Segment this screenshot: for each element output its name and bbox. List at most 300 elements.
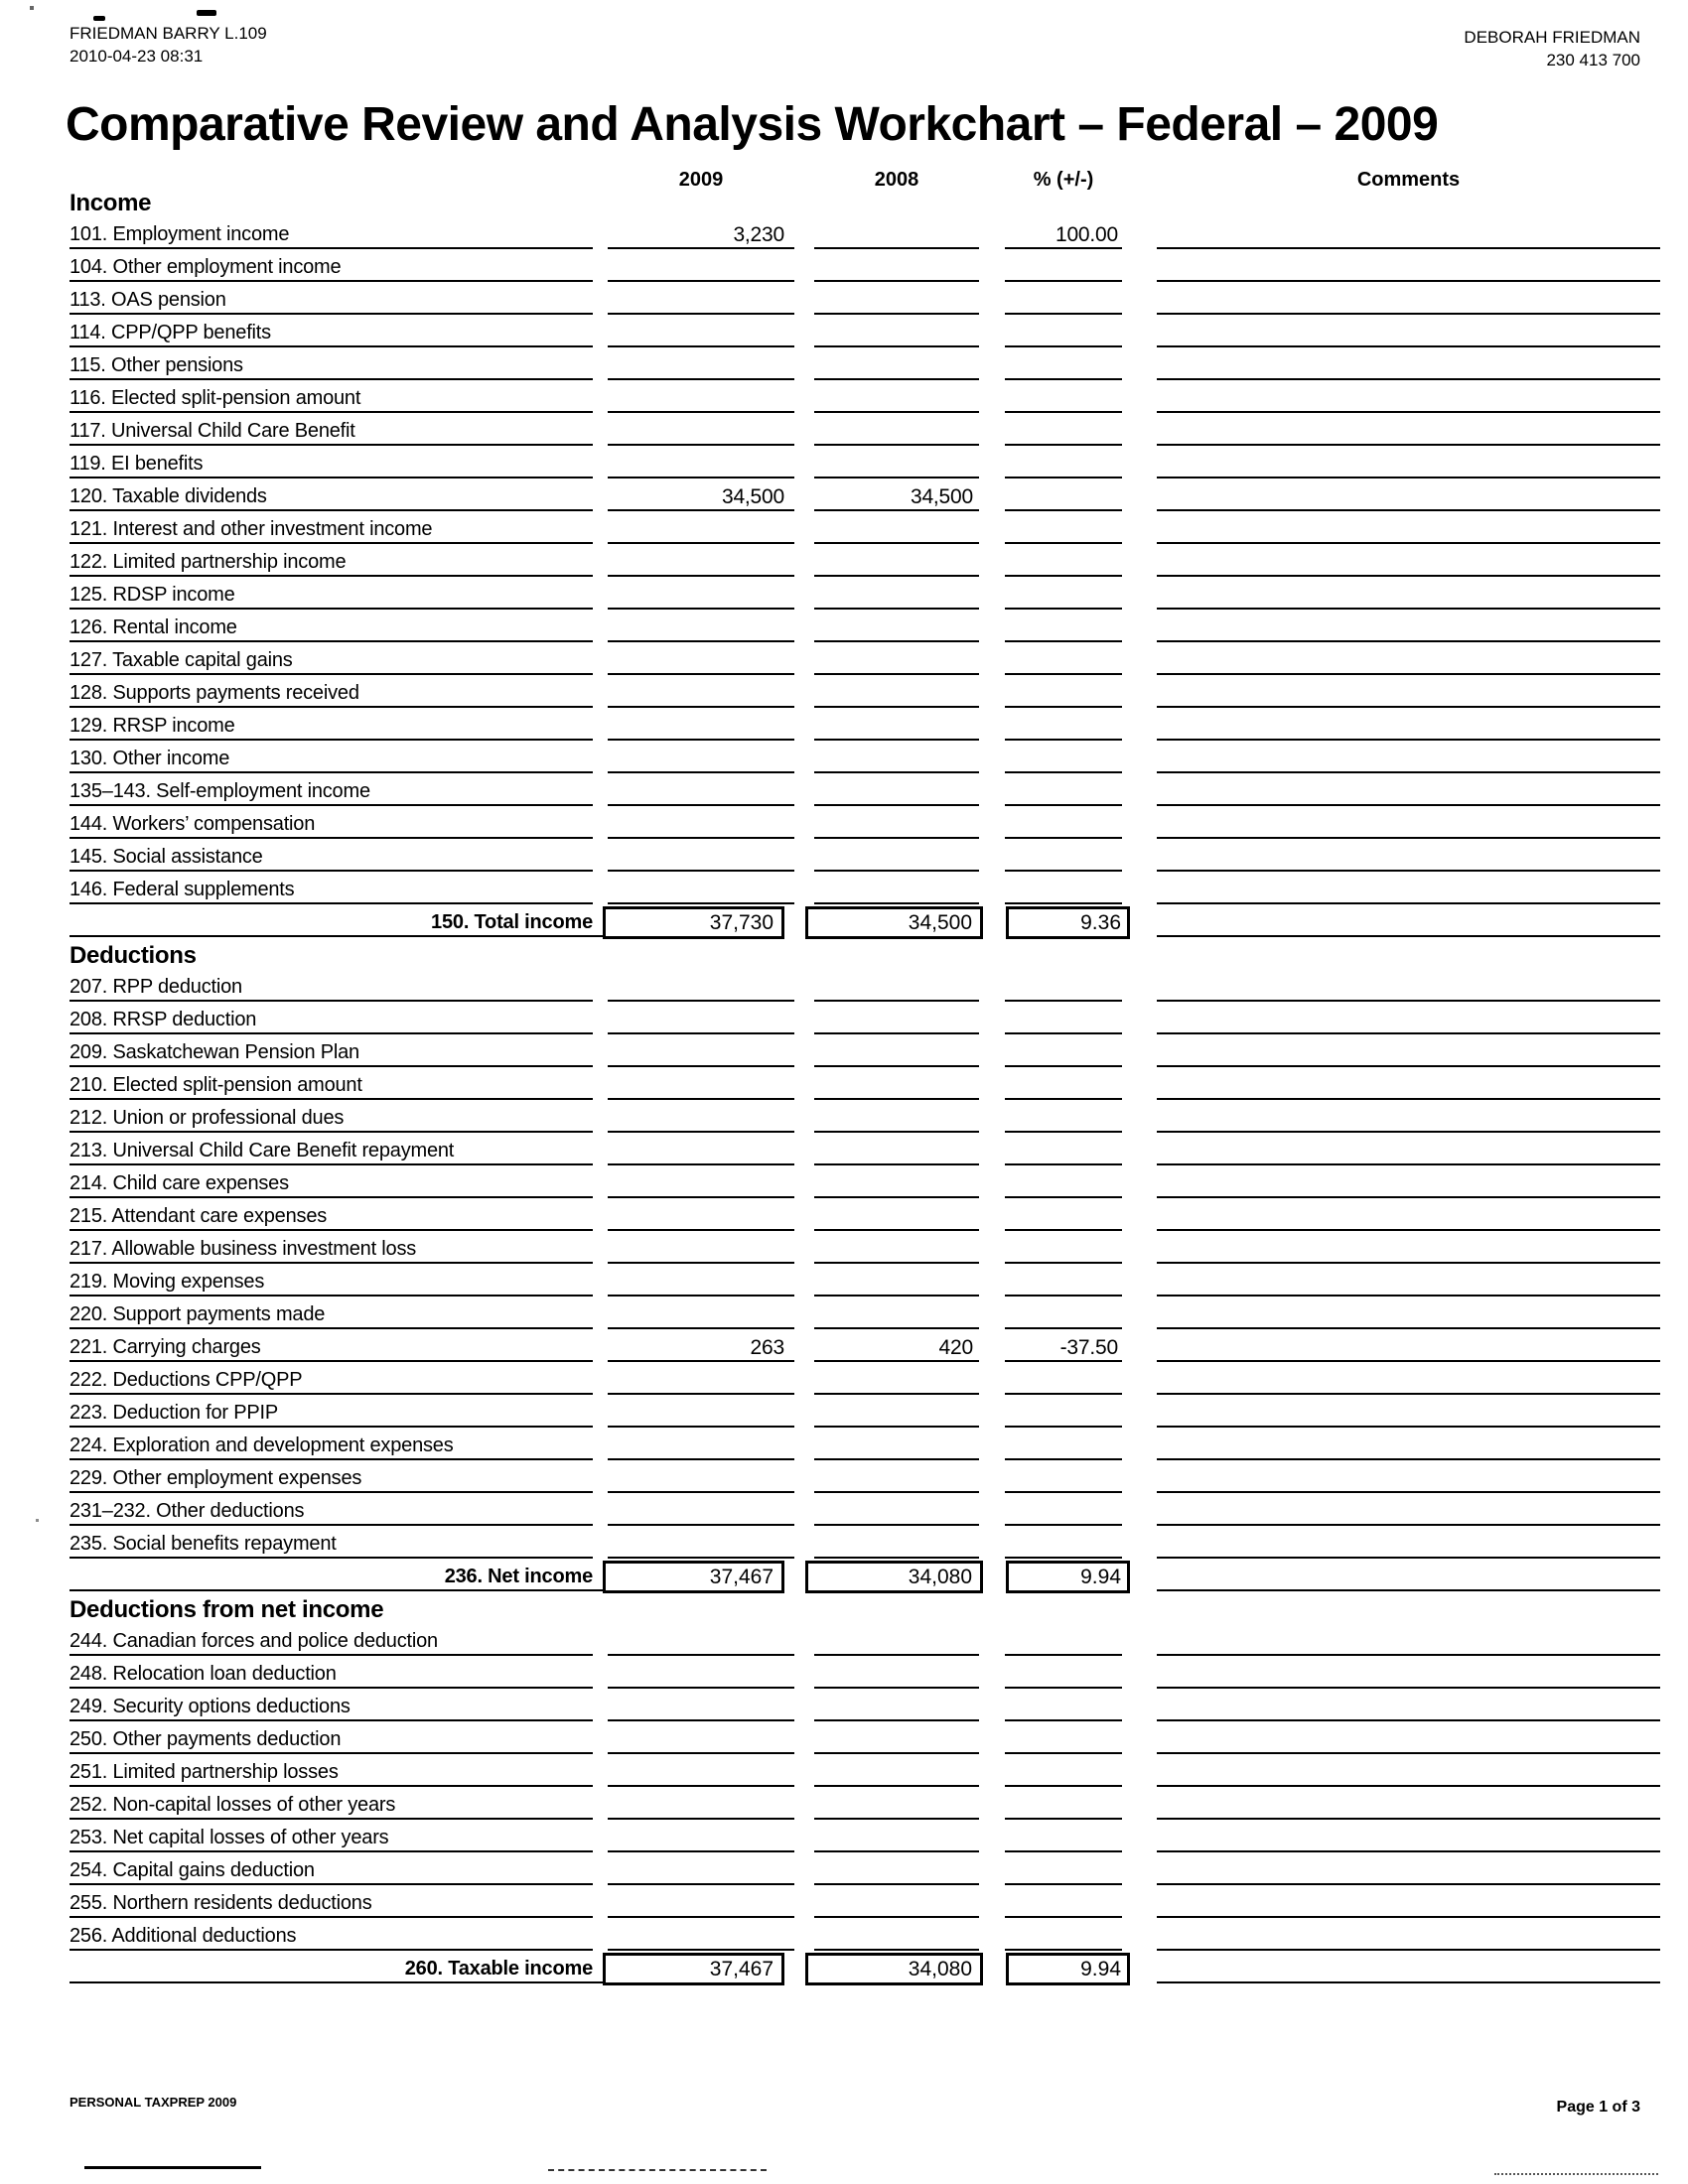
row-value-percent [1005,647,1122,675]
row-comment-line [1157,451,1660,478]
table-row [0,677,1688,710]
table-row [0,1495,1688,1528]
row-value-2008 [814,320,979,347]
page-title: Comparative Review and Analysis Workchart – Federal – 2009 [66,98,1439,151]
row-value-2009 [608,1301,794,1329]
row-label: 220. Support payments made [70,1301,593,1329]
table-row [0,1069,1688,1102]
table-row [0,513,1688,546]
row-value-2009 [608,1726,794,1754]
row-value-2009 [608,974,794,1002]
scan-artifact [36,1519,39,1522]
row-value-2008 [814,1628,979,1656]
row-comment-line [1157,974,1660,1002]
row-comment-line [1157,1007,1660,1034]
total-value-percent: 9.94 [1006,1561,1130,1593]
row-value-2008: 420 [814,1334,979,1362]
row-value-2008 [814,1433,979,1460]
row-comment-line [1157,287,1660,315]
row-value-2009 [608,647,794,675]
row-label: 244. Canadian forces and police deduction [70,1628,593,1656]
row-value-percent [1005,1301,1122,1329]
row-comment-line [1157,1465,1660,1493]
row-comment-line [1157,647,1660,675]
row-value-2008 [814,221,979,249]
total-value-percent: 9.94 [1006,1953,1130,1985]
row-label: 130. Other income [70,746,593,773]
row-value-2009 [608,1072,794,1100]
row-value-2009 [608,1890,794,1918]
row-value-2009 [608,746,794,773]
row-value-percent [1005,974,1122,1002]
row-value-2008 [814,647,979,675]
row-value-percent [1005,1890,1122,1918]
table-row [0,1756,1688,1789]
table-row [0,1658,1688,1691]
row-value-2009 [608,1825,794,1852]
row-value-2008 [814,1694,979,1721]
row-value-2009 [608,549,794,577]
table-row [0,1691,1688,1723]
table-row [0,546,1688,579]
row-comment-line [1157,680,1660,708]
row-label: 126. Rental income [70,614,593,642]
table-row [0,218,1688,251]
row-value-percent [1005,549,1122,577]
table-row [0,1723,1688,1756]
row-value-2008 [814,1236,979,1264]
row-value-2008 [814,254,979,282]
row-label: 214. Child care expenses [70,1170,593,1198]
row-value-percent [1005,1236,1122,1264]
row-value-2009 [608,254,794,282]
total-comment-line [1157,909,1660,937]
row-value-2008 [814,746,979,773]
row-value-2009 [608,1923,794,1951]
row-value-2009 [608,1138,794,1165]
row-label: 251. Limited partnership losses [70,1759,593,1787]
total-value-2008: 34,500 [805,906,983,939]
row-label: 114. CPP/QPP benefits [70,320,593,347]
row-value-percent [1005,418,1122,446]
row-label: 219. Moving expenses [70,1269,593,1297]
row-comment-line [1157,1857,1660,1885]
row-value-2009 [608,877,794,904]
total-value-2009: 37,730 [603,906,784,939]
row-value-2009 [608,418,794,446]
row-value-2009 [608,778,794,806]
row-value-2008 [814,1531,979,1559]
column-header-2008: 2008 [874,169,919,191]
total-value-percent: 9.36 [1006,906,1130,939]
row-comment-line [1157,1138,1660,1165]
row-value-2008 [814,1138,979,1165]
row-value-2008 [814,1825,979,1852]
row-value-percent [1005,1726,1122,1754]
row-value-2008 [814,1661,979,1689]
row-value-2008 [814,974,979,1002]
row-value-2009 [608,1236,794,1264]
row-label: 213. Universal Child Care Benefit repayment [70,1138,593,1165]
row-value-percent [1005,1661,1122,1689]
row-comment-line [1157,1236,1660,1264]
row-value-2008 [814,1890,979,1918]
row-label: 229. Other employment expenses [70,1465,593,1493]
row-value-percent [1005,1465,1122,1493]
row-comment-line [1157,1301,1660,1329]
row-comment-line [1157,483,1660,511]
row-comment-line [1157,1072,1660,1100]
row-comment-line [1157,1792,1660,1820]
row-label: 104. Other employment income [70,254,593,282]
row-value-percent [1005,1072,1122,1100]
table-row [0,743,1688,775]
table-row [0,775,1688,808]
table-row [0,1135,1688,1167]
table-row [0,284,1688,317]
row-value-2008 [814,1105,979,1133]
row-comment-line [1157,1433,1660,1460]
table-row [0,1004,1688,1036]
row-comment-line [1157,549,1660,577]
row-value-2009 [608,844,794,872]
table-row [0,644,1688,677]
row-value-percent [1005,1203,1122,1231]
row-value-2008 [814,1498,979,1526]
table-row [0,1233,1688,1266]
row-comment-line [1157,221,1660,249]
table-row [0,382,1688,415]
row-comment-line [1157,1531,1660,1559]
row-value-percent [1005,811,1122,839]
row-comment-line [1157,844,1660,872]
row-comment-line [1157,1726,1660,1754]
table-row [0,251,1688,284]
row-value-2008: 34,500 [814,483,979,511]
row-value-2009 [608,1007,794,1034]
table-row [0,971,1688,1004]
row-label: 135–143. Self-employment income [70,778,593,806]
row-label: 127. Taxable capital gains [70,647,593,675]
total-value-2008: 34,080 [805,1561,983,1593]
row-label: 249. Security options deductions [70,1694,593,1721]
row-value-2008 [814,713,979,741]
total-row [0,906,1688,939]
row-comment-line [1157,1890,1660,1918]
row-value-percent [1005,1138,1122,1165]
row-label: 129. RRSP income [70,713,593,741]
row-value-percent [1005,680,1122,708]
row-value-2008 [814,516,979,544]
column-header-percent: % (+/-) [1033,169,1094,191]
row-value-2009: 263 [608,1334,794,1362]
row-value-percent [1005,320,1122,347]
row-comment-line [1157,614,1660,642]
row-label: 255. Northern residents deductions [70,1890,593,1918]
row-value-2009 [608,1531,794,1559]
scan-artifact [93,16,105,21]
scan-artifact [30,6,34,10]
row-comment-line [1157,746,1660,773]
scan-artifact [548,2169,767,2171]
row-value-percent: -37.50 [1005,1334,1122,1362]
row-value-2009 [608,1400,794,1428]
row-value-percent [1005,451,1122,478]
row-value-2009 [608,680,794,708]
row-value-2008 [814,582,979,610]
row-value-2008 [814,1170,979,1198]
row-value-2008 [814,385,979,413]
row-value-percent [1005,614,1122,642]
table-row [0,1920,1688,1953]
row-label: 212. Union or professional dues [70,1105,593,1133]
row-value-2009 [608,1039,794,1067]
row-label: 256. Additional deductions [70,1923,593,1951]
total-value-2009: 37,467 [603,1561,784,1593]
row-value-percent: 100.00 [1005,221,1122,249]
table-row [0,1167,1688,1200]
row-label: 253. Net capital losses of other years [70,1825,593,1852]
row-value-percent [1005,1105,1122,1133]
row-label: 120. Taxable dividends [70,483,593,511]
section-header: Income [70,190,152,216]
taxpayer-sin: 230 413 700 [1546,51,1640,69]
row-label: 209. Saskatchewan Pension Plan [70,1039,593,1067]
row-value-percent [1005,352,1122,380]
row-label: 221. Carrying charges [70,1334,593,1362]
row-label: 101. Employment income [70,221,593,249]
row-value-2008 [814,1759,979,1787]
table-row [0,317,1688,349]
row-value-percent [1005,1170,1122,1198]
total-value-2009: 37,467 [603,1953,784,1985]
footer-page-number: Page 1 of 3 [1556,2099,1640,2116]
row-value-2008 [814,1792,979,1820]
row-comment-line [1157,1694,1660,1721]
table-row [0,1789,1688,1822]
row-label: 121. Interest and other investment income [70,516,593,544]
row-comment-line [1157,1628,1660,1656]
row-value-2009 [608,1203,794,1231]
row-label: 122. Limited partnership income [70,549,593,577]
row-value-2008 [814,1367,979,1395]
row-label: 128. Supports payments received [70,680,593,708]
row-comment-line [1157,320,1660,347]
row-value-2008 [814,1857,979,1885]
row-value-percent [1005,385,1122,413]
row-value-percent [1005,1923,1122,1951]
scan-artifact [197,10,216,16]
row-value-2008 [814,614,979,642]
total-row [0,1561,1688,1593]
row-value-percent [1005,1269,1122,1297]
printed-name: FRIEDMAN BARRY L.109 [70,24,267,43]
table-row [0,415,1688,448]
row-comment-line [1157,1039,1660,1067]
row-value-2008 [814,1400,979,1428]
row-label: 208. RRSP deduction [70,1007,593,1034]
table-row [0,1102,1688,1135]
section-header: Deductions from net income [70,1596,384,1623]
total-comment-line [1157,1956,1660,1983]
column-header-comments: Comments [1356,169,1461,191]
total-row-label: 260. Taxable income [70,1956,621,1983]
row-value-2009 [608,811,794,839]
row-value-2009 [608,1367,794,1395]
table-row [0,1397,1688,1430]
row-value-percent [1005,287,1122,315]
table-row [0,1528,1688,1561]
row-value-2008 [814,844,979,872]
row-value-percent [1005,1498,1122,1526]
row-label: 235. Social benefits repayment [70,1531,593,1559]
row-value-2008 [814,1923,979,1951]
header-taxpayer [1464,26,1640,71]
row-value-percent [1005,1039,1122,1067]
row-label: 215. Attendant care expenses [70,1203,593,1231]
row-value-percent [1005,483,1122,511]
row-value-2009 [608,1433,794,1460]
row-value-percent [1005,877,1122,904]
row-value-percent [1005,1694,1122,1721]
row-label: 115. Other pensions [70,352,593,380]
table-row [0,349,1688,382]
table-row [0,1430,1688,1462]
row-value-percent [1005,582,1122,610]
footer-software: PERSONAL TAXPREP 2009 [70,2095,237,2110]
row-value-2009 [608,1628,794,1656]
row-value-2009: 3,230 [608,221,794,249]
row-comment-line [1157,713,1660,741]
row-value-2009 [608,320,794,347]
row-label: 254. Capital gains deduction [70,1857,593,1885]
row-value-2008 [814,1465,979,1493]
table-row [0,1036,1688,1069]
row-comment-line [1157,1661,1660,1689]
row-value-2009 [608,287,794,315]
table-row [0,808,1688,841]
row-label: 117. Universal Child Care Benefit [70,418,593,446]
row-comment-line [1157,778,1660,806]
table-row [0,1200,1688,1233]
total-row [0,1953,1688,1985]
row-value-2009 [608,451,794,478]
row-value-2009 [608,516,794,544]
row-label: 113. OAS pension [70,287,593,315]
row-value-2009 [608,1857,794,1885]
row-label: 252. Non-capital losses of other years [70,1792,593,1820]
table-row [0,1854,1688,1887]
row-value-2008 [814,1203,979,1231]
row-label: 217. Allowable business investment loss [70,1236,593,1264]
scan-artifact [84,2166,261,2169]
row-label: 116. Elected split-pension amount [70,385,593,413]
table-row [0,1887,1688,1920]
row-comment-line [1157,1923,1660,1951]
row-comment-line [1157,1400,1660,1428]
row-value-2008 [814,1726,979,1754]
row-comment-line [1157,1825,1660,1852]
row-value-2008 [814,451,979,478]
row-value-2008 [814,1269,979,1297]
row-value-2009 [608,1792,794,1820]
row-value-2008 [814,549,979,577]
row-value-2009 [608,1759,794,1787]
row-value-2008 [814,418,979,446]
row-value-percent [1005,1433,1122,1460]
row-comment-line [1157,352,1660,380]
row-value-2008 [814,877,979,904]
row-value-percent [1005,254,1122,282]
header-printed-by [70,22,267,68]
row-value-percent [1005,1531,1122,1559]
row-value-2008 [814,1039,979,1067]
row-comment-line [1157,582,1660,610]
table-row [0,480,1688,513]
taxpayer-name: DEBORAH FRIEDMAN [1464,28,1640,47]
row-value-2008 [814,811,979,839]
row-comment-line [1157,1170,1660,1198]
row-value-percent [1005,1857,1122,1885]
table-row [0,1298,1688,1331]
row-comment-line [1157,811,1660,839]
row-label: 145. Social assistance [70,844,593,872]
row-value-2009 [608,352,794,380]
row-value-2009 [608,1170,794,1198]
row-value-2009: 34,500 [608,483,794,511]
row-label: 210. Elected split-pension amount [70,1072,593,1100]
row-value-percent [1005,778,1122,806]
row-label: 144. Workers’ compensation [70,811,593,839]
row-value-2008 [814,287,979,315]
row-value-2009 [608,1661,794,1689]
table-row [0,1266,1688,1298]
table-row [0,612,1688,644]
row-label: 250. Other payments deduction [70,1726,593,1754]
row-label: 119. EI benefits [70,451,593,478]
row-value-2009 [608,1105,794,1133]
column-header-2009: 2009 [678,169,724,191]
row-value-percent [1005,1792,1122,1820]
row-comment-line [1157,254,1660,282]
row-value-percent [1005,746,1122,773]
table-row [0,448,1688,480]
row-comment-line [1157,418,1660,446]
row-comment-line [1157,1203,1660,1231]
table-row [0,710,1688,743]
row-value-percent [1005,713,1122,741]
row-comment-line [1157,1367,1660,1395]
row-value-2008 [814,1007,979,1034]
row-value-2009 [608,1694,794,1721]
row-label: 125. RDSP income [70,582,593,610]
total-row-label: 236. Net income [70,1564,621,1591]
row-value-percent [1005,1628,1122,1656]
row-value-percent [1005,1367,1122,1395]
row-comment-line [1157,1759,1660,1787]
printed-datetime: 2010-04-23 08:31 [70,47,204,66]
scan-artifact [1494,2173,1658,2175]
section-header: Deductions [70,942,197,969]
row-value-percent [1005,1007,1122,1034]
table-row [0,1331,1688,1364]
row-value-percent [1005,844,1122,872]
total-row-label: 150. Total income [70,909,621,937]
row-value-2008 [814,1301,979,1329]
row-value-2009 [608,713,794,741]
row-value-2009 [608,1465,794,1493]
table-row [0,1822,1688,1854]
